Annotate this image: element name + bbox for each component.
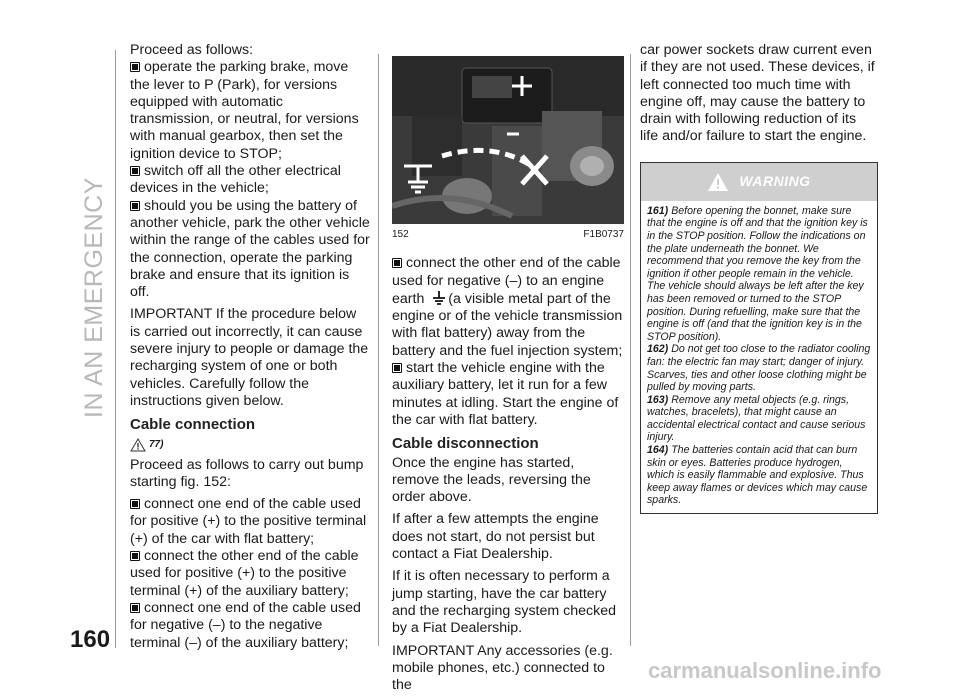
- heading-cable-disconnection: Cable disconnection: [392, 435, 539, 453]
- column-3: [640, 42, 878, 514]
- intro-text: Proceed as follows:: [130, 42, 254, 58]
- watermark: carmanualsonline.info: [648, 658, 882, 683]
- bullet-icon: [392, 363, 402, 373]
- column-2: [392, 42, 624, 699]
- battery-photo-illustration: [392, 56, 624, 224]
- reference-number: 77): [149, 438, 164, 450]
- column-divider: [378, 54, 379, 646]
- paragraph: If after a few attempts the engine does not start, do not persist but contact a Fiat Dealership.: [392, 511, 599, 563]
- figure-caption: [392, 226, 624, 243]
- figure-number: 152: [392, 229, 409, 240]
- section-title: IN AN EMERGENCY: [80, 177, 108, 418]
- list-item: operate the parking brake, move the lever to P (Park), for versions equipped with automatic transmission, or neutral, for versions with manual gearbox, then set the ignition device to STOP;: [130, 59, 359, 162]
- engine-bay-figure: [392, 56, 624, 224]
- warning-box: [640, 162, 878, 514]
- side-divider: [115, 50, 116, 648]
- warning-item: 161) Before opening the bonnet, make sure that the engine is off and that the ignition key is in the STOP position. Follow the indications on the plate underneath the bonnet. We recommend that you remove the key from the ignition if other people remain in the vehicle. The vehicle should always be left after the key has been removed or turned to the STOP position. During refuelling, make sure that the engine is off (and that the ignition key is in the STOP position).: [647, 204, 868, 343]
- list-item: connect one end of the cable used for positive (+) to the positive terminal (+) of the car with flat battery;: [130, 496, 367, 547]
- page-number: 160: [70, 626, 111, 653]
- important-note: IMPORTANT If the procedure below is carried out incorrectly, it can cause severe injury to people or damage the recharging system of one or both vehicles. Carefully follow the instructions given below.: [130, 306, 369, 409]
- connection-intro: Proceed as follows to carry out bump starting fig. 152:: [130, 456, 364, 490]
- warning-item: 164) The batteries contain acid that can burn skin or eyes. Batteries produce hydrogen, which is easily flammable and explosive. Thus keep away flames or devices which may cause sparks.: [647, 444, 868, 507]
- list-item: start the vehicle engine with the auxiliary battery, let it run for a few minutes at idling. Start the engine of the car with flat battery.: [392, 360, 619, 428]
- list-item: connect the other end of the cable used for negative (–) to an engine earth (a visible metal part of the engine or of the vehicle transmission with flat battery) away from the battery and the fuel injection system;: [392, 255, 623, 359]
- warning-title: WARNING: [739, 173, 811, 190]
- paragraph: IMPORTANT Any accessories (e.g. mobile phones, etc.) connected to the: [392, 642, 613, 694]
- bullet-icon: [130, 499, 140, 509]
- warning-header: [641, 163, 877, 201]
- list-item: switch off all the other electrical devices in the vehicle;: [130, 163, 341, 197]
- figure-code: F1B0737: [583, 229, 624, 240]
- list-item: should you be using the battery of another vehicle, park the other vehicle within the range of the cables used for the connection, operate the parking brake and ensure that its ignition is off.: [130, 197, 370, 301]
- paragraph: Once the engine has started, remove the leads, reversing the order above.: [392, 454, 591, 506]
- bullet-icon: [130, 166, 140, 176]
- caution-triangle-icon: [130, 438, 146, 452]
- warning-reference: [130, 436, 370, 454]
- warning-triangle-icon: [707, 172, 729, 192]
- ground-symbol-icon: [432, 290, 446, 306]
- bullet-icon: [130, 201, 140, 211]
- bullet-icon: [130, 62, 140, 72]
- bullet-icon: [130, 603, 140, 613]
- paragraph: car power sockets draw current even if they are not used. These devices, if left connected too much time with engine off, may cause the battery to drain with following reduction of its life and/or failure to start the engine.: [640, 42, 875, 145]
- warning-item: 163) Remove any metal objects (e.g. rings, watches, bracelets), that might cause an accidental electrical contact and cause serious injury.: [647, 393, 866, 444]
- bullet-icon: [130, 551, 140, 561]
- bullet-icon: [392, 258, 402, 268]
- heading-cable-connection: Cable connection: [130, 416, 256, 434]
- list-item: connect the other end of the cable used for positive (+) to the positive terminal (+) of the auxiliary battery;: [130, 548, 359, 599]
- warning-item: 162) Do not get too close to the radiator cooling fan: the electric fan may start; danger of injury. Scarves, ties and other loose clothing might be pulled by moving parts.: [647, 343, 871, 394]
- column-divider: [630, 54, 631, 646]
- paragraph: If it is often necessary to perform a jump starting, have the car battery and the recharging system checked by a Fiat Dealership.: [392, 568, 616, 637]
- column-1: [130, 42, 370, 652]
- list-item: connect one end of the cable used for negative (–) to the negative terminal (–) of the auxiliary battery;: [130, 599, 361, 651]
- warning-list: [641, 201, 877, 513]
